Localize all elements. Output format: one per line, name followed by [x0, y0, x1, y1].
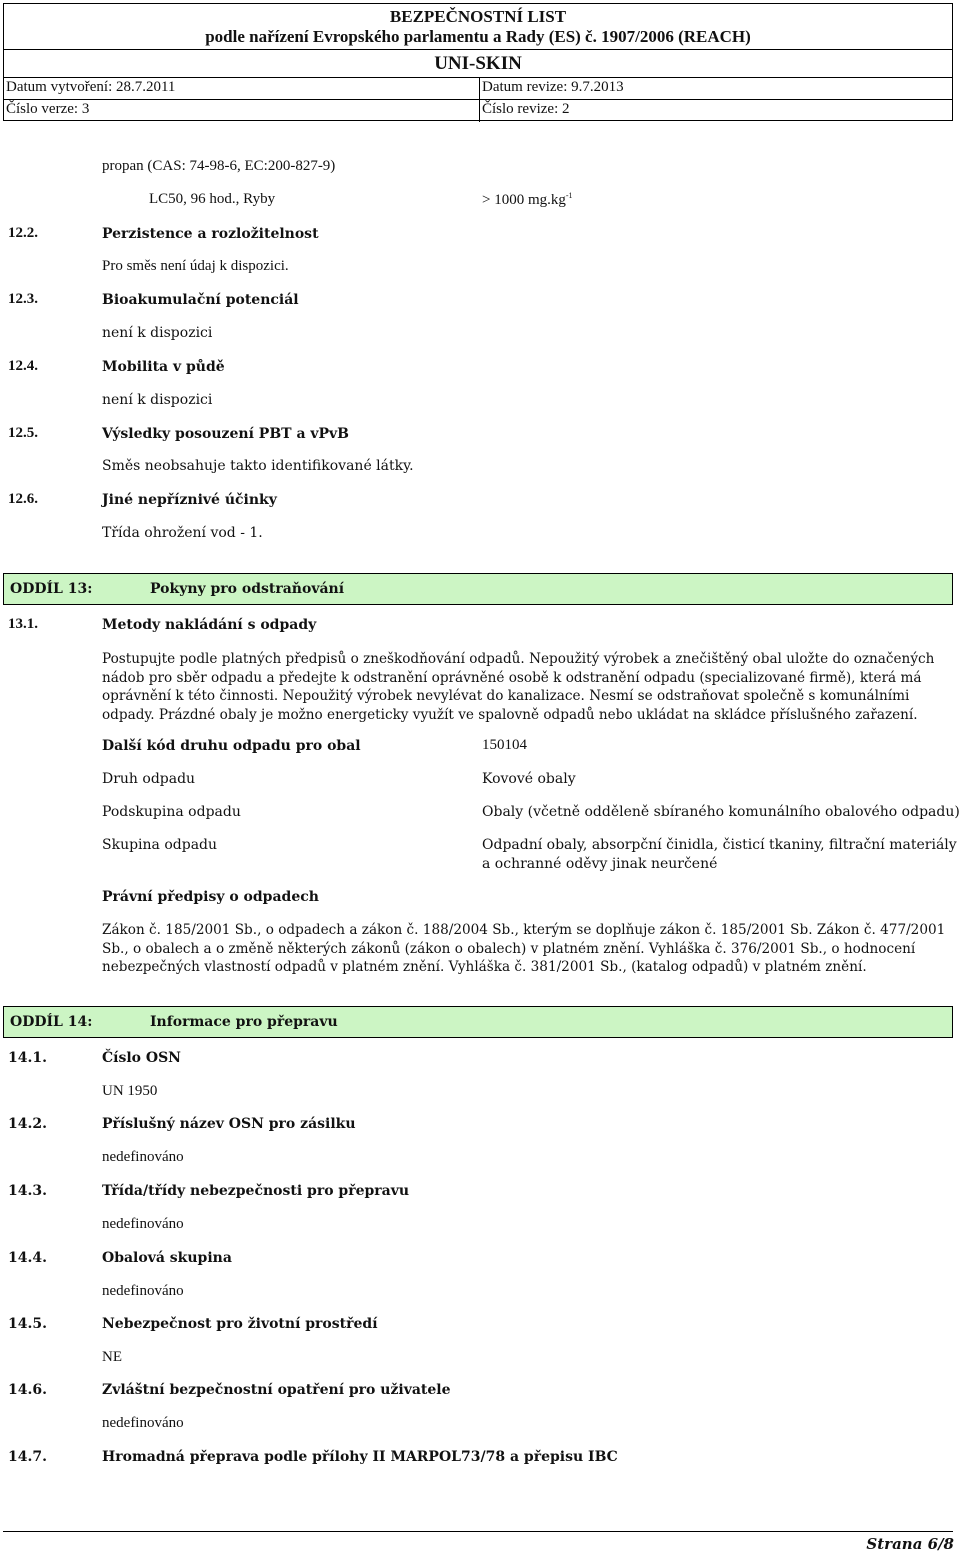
legal-regulations-title: Právní předpisy o odpadech [102, 889, 319, 905]
subsection-number: 13.1. [8, 616, 38, 632]
legal-regulations-text: Zákon č. 185/2001 Sb., o odpadech a zákon č. 188/2004 Sb., kterým se doplňuje zákon č. 185/2001 Sb. Zákon č. 477/2001 Sb., o obalech a o změně některých zákonů (zákon o obalech) v platném znění. Vyhláška č. 376/2001 Sb., o hodnocení nebezpečných vlastností odpadů v platném znění. Vyhláška č. 381/2001 Sb., (katalog odpadů) v platném znění. [102, 922, 946, 975]
waste-subgroup-label: Podskupina odpadu [102, 804, 241, 820]
subsection-number: 14.2. [8, 1116, 47, 1132]
section-title: Pokyny pro odstraňování [150, 581, 345, 597]
regulation-line: podle nařízení Evropského parlamentu a Rady (ES) č. 1907/2006 (REACH) [205, 27, 751, 46]
subsection-text: není k dispozici [102, 392, 213, 408]
section-13-header [3, 573, 953, 605]
waste-subgroup-value: Obaly (včetně odděleně sbíraného komunálního obalového odpadu) [482, 804, 960, 820]
created-date: Datum vytvoření: 28.7.2011 [6, 79, 176, 95]
page-number: Strana 6/8 [866, 1535, 954, 1553]
subsection-text: Směs neobsahuje takto identifikované látky. [102, 458, 414, 474]
subsection-text: Pro směs není údaj k dispozici. [102, 258, 289, 274]
subsection-number: 14.7. [8, 1449, 47, 1465]
section-title: Informace pro přepravu [150, 1014, 338, 1030]
document-header [3, 3, 953, 121]
subsection-title: Jiné nepříznivé účinky [102, 492, 277, 508]
subsection-text: nedefinováno [102, 1216, 184, 1232]
footer-divider [3, 1531, 953, 1532]
subsection-title: Hromadná přeprava podle přílohy II MARPOL73/78 a přepisu IBC [102, 1449, 618, 1465]
subsection-title: Třída/třídy nebezpečnosti pro přepravu [102, 1183, 410, 1199]
subsection-title: Příslušný název OSN pro zásilku [102, 1116, 356, 1132]
subsection-number: 12.6. [8, 491, 38, 507]
subsection-number: 14.4. [8, 1250, 47, 1266]
section-label: ODDÍL 14: [10, 1014, 93, 1030]
subsection-text: nedefinováno [102, 1415, 184, 1431]
subsection-title: Nebezpečnost pro životní prostředí [102, 1316, 378, 1332]
subsection-text: Třída ohrožení vod - 1. [102, 525, 263, 541]
subsection-title: Výsledky posouzení PBT a vPvB [102, 426, 350, 442]
subsection-number: 14.1. [8, 1050, 47, 1066]
lc50-label: LC50, 96 hod., Ryby [149, 191, 276, 207]
subsection-title: Mobilita v půdě [102, 359, 225, 375]
revision-number: Číslo revize: 2 [482, 101, 570, 117]
subsection-title: Zvláštní bezpečnostní opatření pro uživatele [102, 1382, 451, 1398]
subsection-number: 12.5. [8, 425, 38, 441]
subsection-number: 12.4. [8, 358, 38, 374]
subsection-text: nedefinováno [102, 1149, 184, 1165]
waste-code-value: 150104 [482, 737, 527, 753]
subsection-number: 14.3. [8, 1183, 47, 1199]
subsection-text: UN 1950 [102, 1083, 158, 1099]
version-number: Číslo verze: 3 [6, 101, 90, 117]
subsection-number: 12.2. [8, 225, 38, 241]
product-name: UNI-SKIN [434, 53, 522, 74]
subsection-number: 12.3. [8, 291, 38, 307]
subsection-number: 14.5. [8, 1316, 47, 1332]
revised-date: Datum revize: 9.7.2013 [482, 79, 624, 95]
waste-code-label: Další kód druhu odpadu pro obal [102, 738, 361, 754]
waste-type-value: Kovové obaly [482, 771, 576, 787]
subsection-title: Metody nakládání s odpady [102, 617, 317, 633]
subsection-number: 14.6. [8, 1382, 47, 1398]
subsection-title: Číslo OSN [102, 1050, 181, 1066]
waste-group-value-line2: a ochranné oděvy jinak neurčené [482, 856, 718, 872]
section-14-header [3, 1006, 953, 1038]
subsection-title: Bioakumulační potenciál [102, 292, 299, 308]
section-label: ODDÍL 13: [10, 581, 93, 597]
waste-type-label: Druh odpadu [102, 771, 196, 787]
subsection-title: Obalová skupina [102, 1250, 232, 1266]
doc-title: BEZPEČNOSTNÍ LIST [389, 7, 567, 26]
subsection-title: Perzistence a rozložitelnost [102, 226, 319, 242]
subsection-text: NE [102, 1349, 122, 1365]
subsection-text: není k dispozici [102, 325, 213, 341]
waste-group-label: Skupina odpadu [102, 837, 218, 853]
substance-propan: propan (CAS: 74-98-6, EC:200-827-9) [102, 158, 336, 174]
lc50-value: > 1000 $mg.kg^{-1}$ [482, 191, 573, 208]
subsection-text: nedefinováno [102, 1283, 184, 1299]
disposal-methods-text: Postupujte podle platných předpisů o zneškodňování odpadů. Nepoužitý výrobek a znečištěný obal uložte do označených nádob pro sběr odpadu a předejte k odstranění oprávněné osobě k odstranění odpadu (specializované firmě), která má oprávnění k této činnosti. Nepoužitý výrobek nevylévat do kanalizace. Nesmí se odstraňovat společně s komunálními odpady. Prázdné obaly je možno energeticky využít ve spalovně odpadů nebo ukládat na skládce příslušného zařazení. [102, 651, 935, 723]
waste-group-value-line1: Odpadní obaly, absorpční činidla, čisticí tkaniny, filtrační materiály [482, 837, 957, 853]
